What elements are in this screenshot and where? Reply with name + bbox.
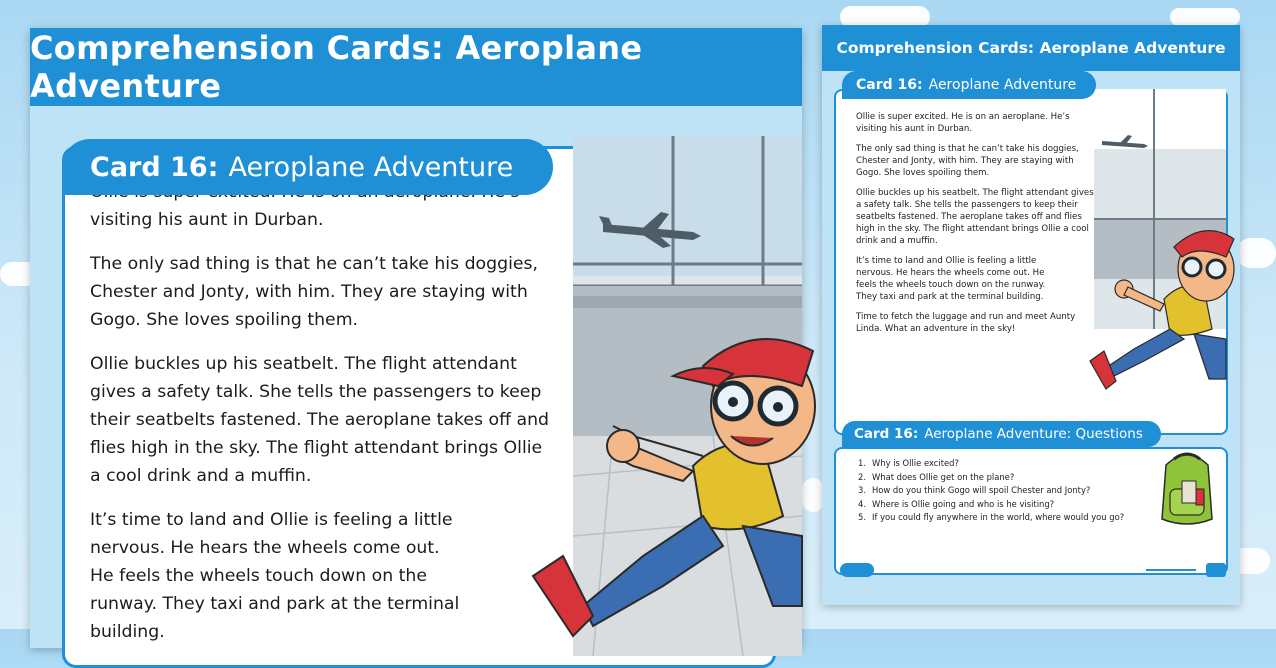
story-tab	[62, 139, 553, 195]
story-paragraph: Ollie is super excited. He is on an aeroplane. He’s visiting his aunt in Durban.	[856, 112, 1070, 134]
question-item: 1. Why is Ollie excited?	[858, 458, 959, 468]
card-title: Aeroplane Adventure	[228, 151, 514, 183]
ollie-airport-illustration	[573, 136, 802, 656]
twinkl-logo	[840, 563, 874, 577]
question-item: 5. If you could fly anywhere in the world, where would you go?	[858, 512, 1125, 522]
footer-brand-mark	[1140, 563, 1226, 577]
card-title: Aeroplane Adventure: Questions	[924, 426, 1143, 442]
questions-list	[858, 457, 1158, 525]
story-paragraph: Time to fetch the luggage and run and meet Aunty Linda. What an adventure in the sky!	[856, 312, 1076, 334]
story-paragraph: Ollie buckles up his seatbelt. The flight attendant gives a safety talk. She tells the passengers to keep their seatbelts fastened. The aeroplane takes off and flies high in the sky. The flight attendant brings Ollie a cool drink and a muffin.	[856, 188, 1094, 246]
story-paragraph: It’s time to land and Ollie is feeling a little nervous. He hears the wheels come out. He feels the wheels touch down on the runway. They taxi and park at the terminal building.	[90, 510, 460, 642]
question-item: 4. Where is Ollie going and who is he visiting?	[858, 498, 1055, 509]
story-paragraph: Ollie buckles up his seatbelt. The flight attendant gives a safety talk. She tells the passengers to keep their seatbelts fastened. The aeroplane takes off and flies high in the sky. The flight attendant brings Ollie a cool drink and a muffin.	[90, 354, 550, 486]
story-paragraph: The only sad thing is that he can’t take his doggies, Chester and Jonty, with him. They are staying with Gogo. She loves spoiling them.	[90, 254, 538, 330]
card-header-title: Comprehension Cards: Aeroplane Adventure	[822, 25, 1240, 71]
card-number: Card 16:	[854, 426, 919, 442]
large-comprehension-card	[30, 28, 802, 648]
question-item: 3. How do you think Gogo will spoil Chester and Jonty?	[858, 485, 1091, 495]
card-title: Aeroplane Adventure	[928, 77, 1077, 93]
question-item: 2. What does Ollie get on the plane?	[858, 471, 1015, 482]
backpack-icon	[1152, 445, 1222, 529]
cloud	[802, 478, 824, 512]
small-comprehension-card	[822, 25, 1240, 605]
story-paragraph: visiting his aunt in Durban.	[90, 210, 324, 230]
cloud	[1236, 238, 1276, 268]
story-paragraph: The only sad thing is that he can’t take his doggies, Chester and Jonty, with him. They are staying with Gogo. She loves spoiling them.	[856, 144, 1079, 178]
story-tab	[842, 71, 1096, 99]
story-text	[90, 178, 550, 662]
ollie-airport-illustration	[1094, 89, 1226, 421]
card-number: Card 16:	[856, 77, 923, 93]
questions-tab	[842, 421, 1161, 447]
card-number: Card 16:	[90, 151, 219, 183]
card-header-title: Comprehension Cards: Aeroplane Adventure	[30, 28, 802, 106]
cloud	[1170, 8, 1240, 26]
story-paragraph: It’s time to land and Ollie is feeling a little nervous. He hears the wheels come out. He feels the wheels touch down on the runway. They taxi and park at the terminal building.	[856, 256, 1046, 302]
story-text	[856, 111, 1101, 343]
